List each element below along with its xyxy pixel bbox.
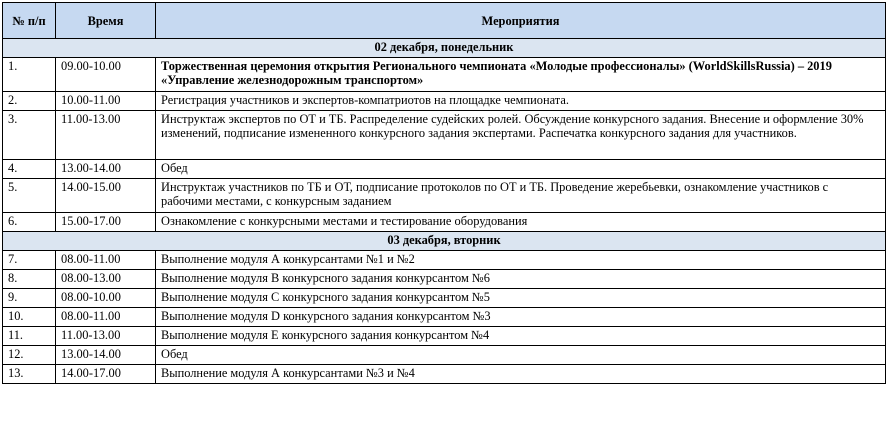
table-row <box>3 251 886 270</box>
row-event: Инструктаж участников по ТБ и ОТ, подписание протоколов по ОТ и ТБ. Проведение жеребьевки, ознакомление участников с рабочими местами, с конкурсным заданием <box>156 179 886 213</box>
row-time: 11.00-13.00 <box>56 327 156 346</box>
table-header <box>3 3 886 39</box>
row-time: 14.00-15.00 <box>56 179 156 213</box>
row-number: 9. <box>3 289 56 308</box>
row-number: 8. <box>3 270 56 289</box>
row-time: 15.00-17.00 <box>56 213 156 232</box>
row-number: 13. <box>3 365 56 384</box>
row-time: 13.00-14.00 <box>56 346 156 365</box>
row-event: Выполнение модуля С конкурсного задания конкурсантом №5 <box>156 289 886 308</box>
table-row <box>3 111 886 160</box>
table-row <box>3 213 886 232</box>
row-number: 10. <box>3 308 56 327</box>
table-row <box>3 308 886 327</box>
row-event: Выполнение модуля А конкурсантами №3 и №4 <box>156 365 886 384</box>
table-body <box>3 39 886 384</box>
row-event: Выполнение модуля Е конкурсного задания конкурсантом №4 <box>156 327 886 346</box>
row-number: 3. <box>3 111 56 160</box>
row-time: 11.00-13.00 <box>56 111 156 160</box>
header-time: Время <box>56 3 156 39</box>
table-row <box>3 270 886 289</box>
row-event: Выполнение модуля D конкурсного задания конкурсантом №3 <box>156 308 886 327</box>
row-event: Инструктаж экспертов по ОТ и ТБ. Распределение судейских ролей. Обсуждение конкурсного задания. Внесение и оформление 30% изменений, подписание измененного конкурсного задания экспертами. Распечатка конкурсного задания для участников. <box>156 111 886 160</box>
row-number: 12. <box>3 346 56 365</box>
row-time: 14.00-17.00 <box>56 365 156 384</box>
row-time: 08.00-11.00 <box>56 251 156 270</box>
row-number: 6. <box>3 213 56 232</box>
row-time: 10.00-11.00 <box>56 92 156 111</box>
row-number: 2. <box>3 92 56 111</box>
row-time: 08.00-10.00 <box>56 289 156 308</box>
header-events: Мероприятия <box>156 3 886 39</box>
row-event: Обед <box>156 160 886 179</box>
header-row <box>3 3 886 39</box>
row-number: 11. <box>3 327 56 346</box>
row-time: 09.00-10.00 <box>56 58 156 92</box>
row-event: Обед <box>156 346 886 365</box>
table-row <box>3 365 886 384</box>
row-number: 1. <box>3 58 56 92</box>
row-time: 08.00-11.00 <box>56 308 156 327</box>
header-number: № п/п <box>3 3 56 39</box>
row-event: Выполнение модуля А конкурсантами №1 и №2 <box>156 251 886 270</box>
table-row <box>3 346 886 365</box>
schedule-table <box>2 2 886 384</box>
table-row <box>3 179 886 213</box>
day-row <box>3 39 886 58</box>
table-row <box>3 327 886 346</box>
row-event: Ознакомление с конкурсными местами и тестирование оборудования <box>156 213 886 232</box>
day-title: 02 декабря, понедельник <box>3 39 886 58</box>
row-number: 4. <box>3 160 56 179</box>
table-row <box>3 160 886 179</box>
row-event: Выполнение модуля В конкурсного задания конкурсантом №6 <box>156 270 886 289</box>
row-event: Торжественная церемония открытия Регионального чемпионата «Молодые профессионалы» (WorldSkillsRussia) – 2019 «Управление железнодорожным транспортом» <box>156 58 886 92</box>
table-row <box>3 58 886 92</box>
row-event: Регистрация участников и экспертов-компатриотов на площадке чемпионата. <box>156 92 886 111</box>
table-row <box>3 92 886 111</box>
row-number: 5. <box>3 179 56 213</box>
day-title: 03 декабря, вторник <box>3 232 886 251</box>
row-number: 7. <box>3 251 56 270</box>
table-row <box>3 289 886 308</box>
row-time: 13.00-14.00 <box>56 160 156 179</box>
day-row <box>3 232 886 251</box>
row-time: 08.00-13.00 <box>56 270 156 289</box>
